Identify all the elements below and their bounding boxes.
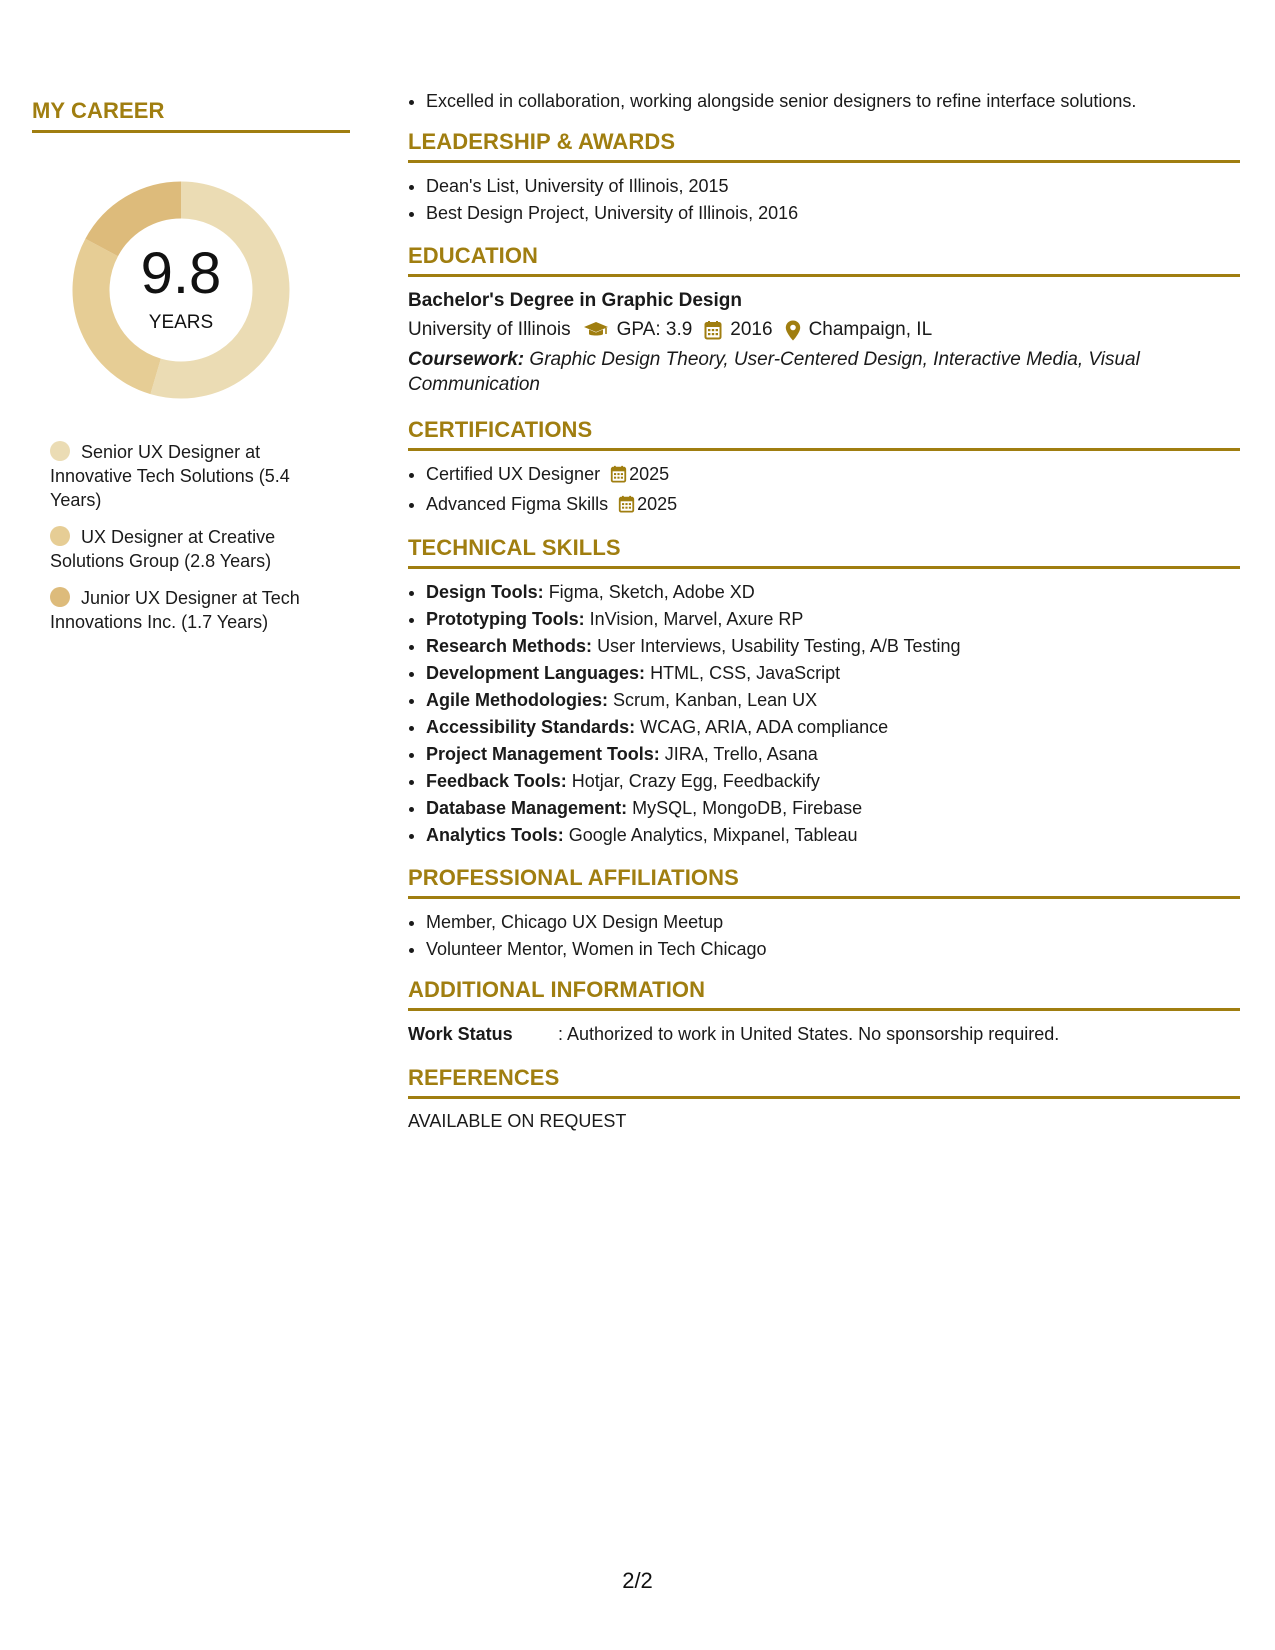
skill-item [426,768,1240,795]
certifications-heading: CERTIFICATIONS [408,417,1240,451]
skill-label: Design Tools: [426,582,544,602]
school-name: University of Illinois [408,319,571,340]
career-heading: MY CAREER [32,98,350,133]
skill-item [426,714,1240,741]
total-years-value: 9.8 [140,241,222,306]
certification-year: 2025 [637,494,678,514]
career-sidebar [32,98,350,647]
career-donut-chart [66,175,296,405]
skill-item [426,579,1240,606]
skill-value: MySQL, MongoDB, Firebase [632,798,863,818]
calendar-icon [610,464,627,491]
references-heading: REFERENCES [408,1065,1240,1099]
list-item [426,491,1240,521]
skill-value: HTML, CSS, JavaScript [650,663,841,683]
list-item: • Volunteer Mentor, Women in Tech Chicago [426,936,1240,963]
skill-label: Feedback Tools: [426,771,567,791]
affiliations-list [408,909,1240,963]
skill-label: Research Methods: [426,636,593,656]
skill-item [426,795,1240,822]
legend-label: UX Designer at Creative Solutions Group (2.8 Years) [50,527,276,571]
legend-dot [50,587,70,607]
work-status-label: Work Status [408,1024,513,1044]
calendar-icon [618,494,635,521]
skill-item [426,660,1240,687]
calendar-icon [704,320,722,340]
skill-item [426,687,1240,714]
additional-info-heading: ADDITIONAL INFORMATION [408,977,1240,1011]
skill-item [426,633,1240,660]
experience-carryover-list [408,88,1240,115]
page-number: 2/2 [622,1568,653,1593]
skill-value: Google Analytics, Mixpanel, Tableau [568,825,858,845]
certification-name: Advanced Figma Skills [426,494,609,514]
references-text: AVAILABLE ON REQUEST [408,1111,627,1131]
legend-label: Senior UX Designer at Innovative Tech Solutions (5.4 Years) [50,442,290,510]
skill-value: Figma, Sketch, Adobe XD [548,582,755,602]
certification-year: 2025 [629,464,670,484]
skill-label: Development Languages: [426,663,646,683]
skill-label: Database Management: [426,798,628,818]
skill-value: Scrum, Kanban, Lean UX [613,690,818,710]
skill-item [426,822,1240,849]
list-item: • Dean's List, University of Illinois, 2015 [426,173,1240,200]
certifications-list [408,461,1240,521]
legend-dot [50,526,70,546]
skill-label: Accessibility Standards: [426,717,636,737]
list-item: • Member, Chicago UX Design Meetup [426,909,1240,936]
work-status-value: : Authorized to work in United States. No sponsorship required. [558,1024,1060,1044]
certification-name: Certified UX Designer [426,464,601,484]
skill-item [426,741,1240,768]
map-pin-icon [785,320,801,341]
legend-item [50,586,320,634]
skill-label: Agile Methodologies: [426,690,608,710]
skill-label: Project Management Tools: [426,744,660,764]
graduation-year: 2016 [730,319,773,340]
school-location: Champaign, IL [808,319,933,340]
coursework-list: Graphic Design Theory, User-Centered Design, Interactive Media, Visual Communication [408,349,1140,395]
main-content [408,78,1240,1132]
leadership-list [408,173,1240,227]
skills-heading: TECHNICAL SKILLS [408,535,1240,569]
skill-value: Hotjar, Crazy Egg, Feedbackify [571,771,820,791]
affiliations-heading: PROFESSIONAL AFFILIATIONS [408,865,1240,899]
graduation-cap-icon [583,321,609,339]
list-item: • Best Design Project, University of Illinois, 2016 [426,200,1240,227]
legend-item [50,525,320,573]
leadership-heading: LEADERSHIP & AWARDS [408,129,1240,163]
coursework [408,347,1240,397]
list-item: • Excelled in collaboration, working alongside senior designers to refine interface solutions. [426,88,1240,115]
total-years-unit: YEARS [148,312,214,333]
skill-value: WCAG, ARIA, ADA compliance [640,717,889,737]
legend-item [50,440,320,512]
skill-label: Analytics Tools: [426,825,564,845]
skill-label: Prototyping Tools: [426,609,585,629]
work-status-row [408,1021,1240,1047]
degree-title: Bachelor's Degree in Graphic Design [408,290,742,311]
list-item [426,461,1240,491]
education-heading: EDUCATION [408,243,1240,277]
career-legend [50,440,320,634]
coursework-label: Coursework: [408,349,525,370]
skill-value: InVision, Marvel, Axure RP [589,609,804,629]
skill-value: User Interviews, Usability Testing, A/B Testing [597,636,961,656]
skill-value: JIRA, Trello, Asana [664,744,818,764]
legend-label: Junior UX Designer at Tech Innovations Inc. (1.7 Years) [50,588,300,632]
skill-item [426,606,1240,633]
gpa-value: GPA: 3.9 [616,319,693,340]
education-meta [408,315,1240,345]
skills-list [408,579,1240,849]
legend-dot [50,441,70,461]
